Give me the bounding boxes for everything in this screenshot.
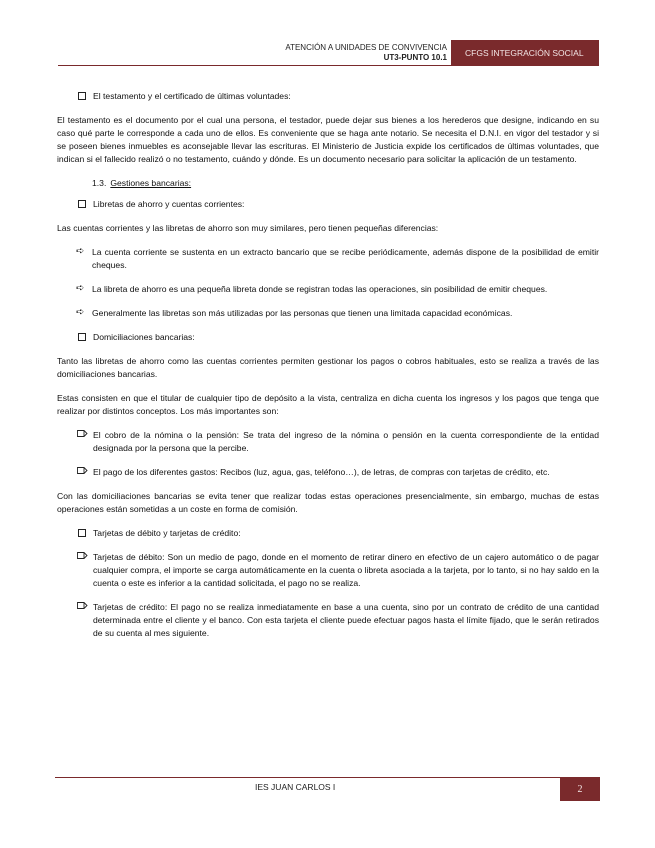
diferencia-text: La libreta de ahorro es una pequeña libreta donde se registran todas las operaciones, sin posibilidad de emitir cheques. (92, 284, 548, 294)
document-body (57, 90, 599, 640)
testamento-heading: El testamento y el certificado de últimas voluntades: (93, 91, 291, 101)
arrow-bullet-icon: ➪ (76, 283, 85, 294)
page-footer (0, 775, 655, 801)
checkbox-bullet-icon (77, 198, 93, 211)
checkbox-bullet-icon (77, 90, 93, 103)
concepto-text: El cobro de la nómina o la pensión: Se trata del ingreso de la nómina o pensión en la cuenta correspondiente de la entidad designada por la persona que la percibe. (93, 430, 599, 453)
pencil-bullet-icon (77, 551, 93, 564)
domiciliaciones-paragraph: Tanto las libretas de ahorro como las cuentas corrientes permiten gestionar los pagos o cobros habituales, esto se realiza a través de las domiciliaciones bancarias. (57, 356, 599, 379)
checkbox-bullet-icon (77, 331, 93, 344)
list-item (76, 283, 599, 296)
page-header (0, 40, 655, 66)
header-rule (58, 65, 451, 66)
domiciliaciones-paragraph: Estas consisten en que el titular de cualquier tipo de depósito a la vista, centraliza en dicha cuenta los ingresos y los pagos que tenga que realizar por distintos conceptos. Los más importantes son: (57, 393, 599, 416)
header-unit: UT3-PUNTO 10.1 (383, 53, 447, 62)
header-course: ATENCIÓN A UNIDADES DE CONVIVENCIA (285, 43, 447, 52)
list-item (77, 198, 599, 211)
header-text (285, 43, 447, 63)
pencil-bullet-icon (77, 601, 93, 614)
tarjetas-heading: Tarjetas de débito y tarjetas de crédito: (93, 528, 241, 538)
pencil-bullet-icon (77, 466, 93, 479)
checkbox-bullet-icon (77, 527, 93, 540)
list-item (77, 601, 599, 640)
tarjeta-text: Tarjetas de crédito: El pago no se realiza inmediatamente en base a una cuenta, sino por un contrato de crédito de una cantidad determinada entre el cliente y el banco. Con esta tarjeta el cliente puede efectuar pagos hasta el límite fijado, que le serán retirados de su cuenta al mes siguiente. (93, 602, 599, 638)
list-item (77, 331, 599, 344)
list-item (77, 466, 599, 479)
arrow-bullet-icon: ➪ (76, 246, 85, 257)
list-item (77, 90, 599, 103)
domiciliaciones-heading: Domiciliaciones bancarias: (93, 332, 195, 342)
section-heading (92, 177, 599, 190)
domiciliaciones-paragraph: Con las domiciliaciones bancarias se evita tener que realizar todas estas operaciones presencialmente, sin embargo, muchas de estas operaciones están sometidas a un coste en forma de comisión. (57, 491, 599, 514)
tarjeta-text: Tarjetas de débito: Son un medio de pago, donde en el momento de retirar dinero en efectivo de un cajero automático o de pagar cualquier compra, el importe se carga automáticamente en la cuenta o libreta asociada a la tarjeta, por lo tanto, si no hay saldo en la cuenta o este es inferior a la cantidad solicitada, el pago no se realiza. (93, 552, 599, 588)
list-item (77, 527, 599, 540)
testamento-paragraph: El testamento es el documento por el cual una persona, el testador, puede dejar sus bienes a los herederos que designe, indicando en su caso qué parte le corresponde a cada uno de ellos. Es conveniente que se haga ante notario. Se necesita el D.N.I. en vigor del testador y si se poseen bienes inmuebles es aconsejable llevar las escrituras. El Ministerio de Justicia expide los certificados de últimas voluntades, que indican si el fallecido realizó o no testamento, cuándo y dónde. Es un documento necesario para solicitar la aplicación de un testamento. (57, 115, 599, 164)
concepto-text: El pago de los diferentes gastos: Recibos (luz, agua, gas, teléfono…), de letras, de compras con tarjetas de crédito, etc. (93, 467, 550, 477)
footer-school: IES JUAN CARLOS I (255, 782, 336, 792)
footer-rule (55, 777, 560, 778)
list-item (77, 429, 599, 455)
header-badge: CFGS INTEGRACIÓN SOCIAL (451, 40, 599, 66)
page-number: 2 (560, 777, 600, 801)
list-item (76, 246, 599, 272)
arrow-bullet-icon: ➪ (76, 307, 85, 318)
list-item (76, 307, 599, 320)
diferencia-text: La cuenta corriente se sustenta en un extracto bancario que se recibe periódicamente, además dispone de la posibilidad de emitir cheques. (92, 247, 599, 270)
diferencia-text: Generalmente las libretas son más utilizadas por las personas que tienen una limitada capacidad económicas. (92, 308, 513, 318)
pencil-bullet-icon (77, 429, 93, 442)
section-number: 1.3. (92, 178, 107, 188)
libretas-intro: Las cuentas corrientes y las libretas de ahorro son muy similares, pero tienen pequeñas diferencias: (57, 223, 439, 233)
section-title: Gestiones bancarias: (110, 178, 192, 188)
libretas-heading: Libretas de ahorro y cuentas corrientes: (93, 199, 245, 209)
list-item (77, 551, 599, 590)
